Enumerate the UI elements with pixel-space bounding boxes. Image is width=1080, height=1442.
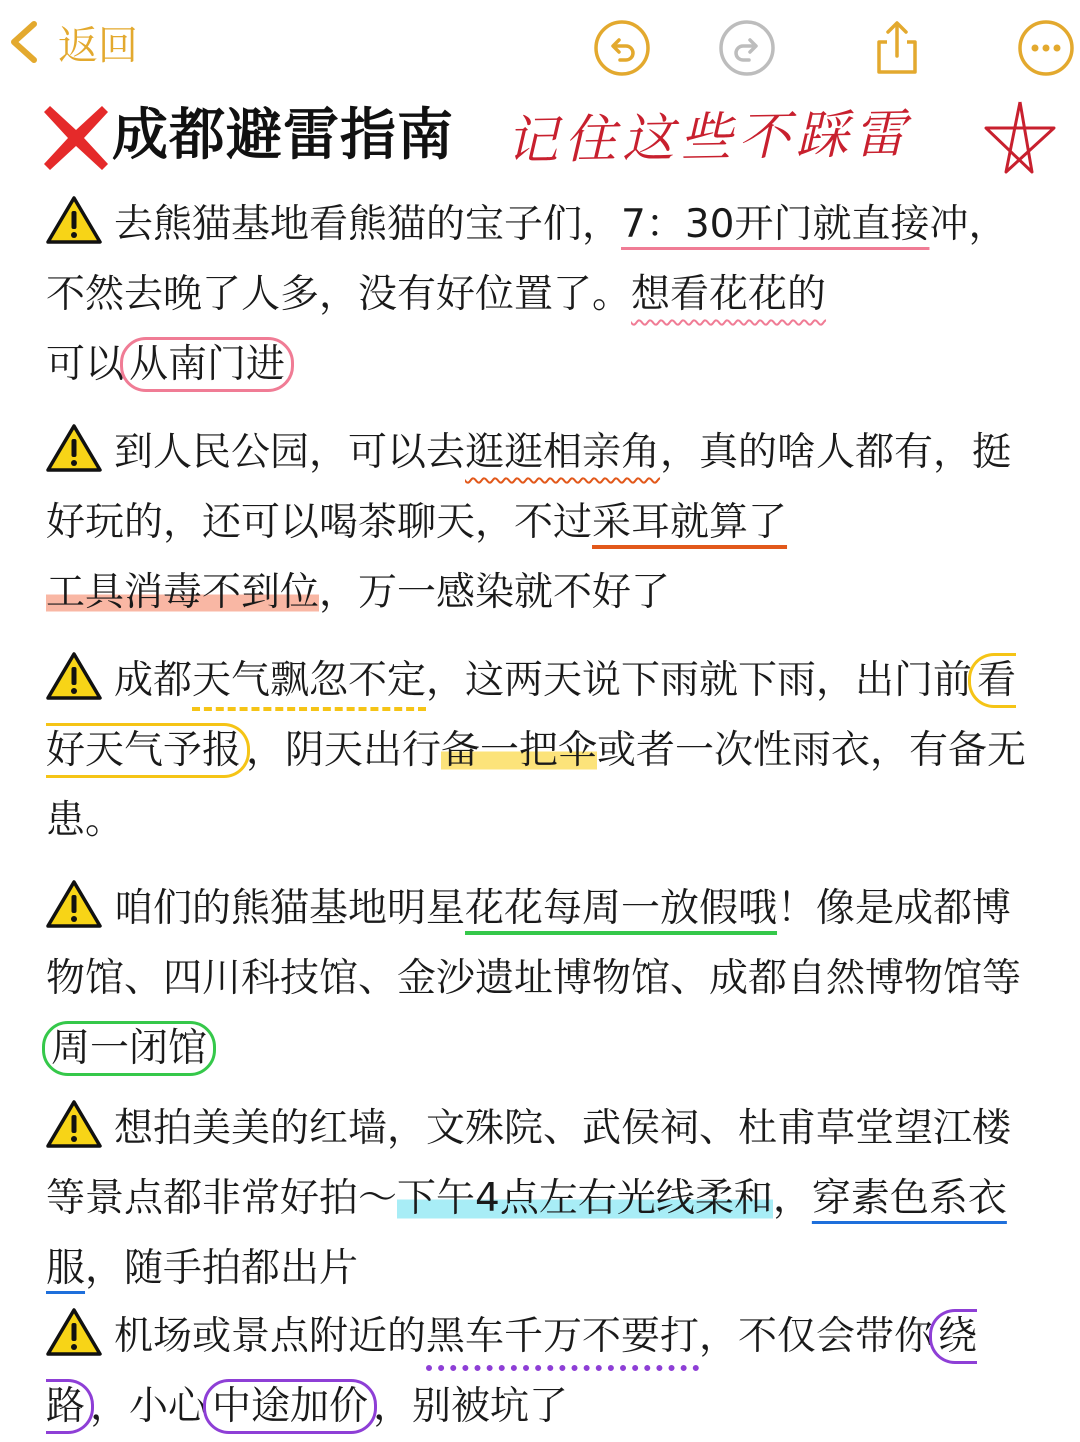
- title-row: [40, 96, 1050, 182]
- tip-text: [46, 1302, 1036, 1442]
- tip-text: [46, 646, 1036, 856]
- highlight-umbrella: 备一把伞: [441, 728, 598, 773]
- red-cross-icon: [40, 102, 112, 174]
- highlight-huahua: 想看花花的: [631, 272, 827, 317]
- highlight-huahua-monday: 花花每周一放假哦: [465, 886, 778, 931]
- undo-button[interactable]: [592, 18, 652, 78]
- tip-text-segment: ，这两天说下雨就下雨，出门前: [426, 658, 973, 703]
- tip-text-segment: 机场或景点附近的: [114, 1314, 427, 1359]
- tip-text-segment: ！像是成都博物馆、四川科技馆、金沙遗址博物馆、成都自然博物馆等: [46, 886, 1022, 1001]
- highlight-disinfection: 工具消毒不到位: [46, 570, 320, 615]
- tip-text-segment: ，小心: [90, 1384, 208, 1429]
- redo-icon: [717, 18, 777, 78]
- tip-text-segment: 咱们的熊猫基地明星: [114, 886, 466, 931]
- circled-forecast: 看好天气予报: [46, 653, 1016, 778]
- tip-peoples-park: [46, 418, 1036, 628]
- page-title: 成都避雷指南: [112, 103, 454, 168]
- tip-text-segment: ，随手拍都出片: [85, 1246, 359, 1291]
- tip-monday-closure: [46, 874, 1036, 1084]
- circled-south-gate: 从南门进: [120, 337, 294, 392]
- tip-text-segment: ，: [772, 1176, 812, 1221]
- tip-text-segment: 成都: [114, 658, 193, 703]
- more-icon: [1016, 18, 1076, 78]
- highlight-ear-cleaning: 采耳就算了: [592, 500, 788, 545]
- toolbar: [0, 0, 1080, 90]
- highlight-black-cab: 黑车千万不要打: [426, 1314, 700, 1359]
- star-icon: [982, 98, 1058, 178]
- tip-text: [46, 874, 1036, 1084]
- tip-text-segment: ，阴天出行: [246, 728, 442, 773]
- back-label: 返回: [58, 22, 138, 69]
- redo-button[interactable]: [717, 18, 777, 78]
- highlight-opening-time: 7：30开门就直接: [621, 202, 930, 247]
- tip-text: [46, 190, 1036, 400]
- tip-illegal-taxi: [46, 1302, 1036, 1442]
- highlight-weather: 天气飘忽不定: [192, 658, 427, 703]
- share-icon: [867, 18, 927, 78]
- share-button[interactable]: [867, 18, 927, 78]
- tip-text-segment: ，万一感染就不好了: [319, 570, 671, 615]
- highlight-plain-clothes: 穿素色系衣服: [46, 1176, 1007, 1291]
- warning-icon: [46, 1307, 102, 1357]
- tip-text-segment: 到人民公园，可以去: [114, 430, 466, 475]
- circled-detour: 绕路: [46, 1309, 977, 1434]
- warning-icon: [46, 651, 102, 701]
- tip-red-wall-photos: [46, 1094, 1036, 1304]
- undo-icon: [592, 18, 652, 78]
- handwritten-subtitle: 记住这些不踩雷: [505, 104, 913, 172]
- warning-icon: [46, 879, 102, 929]
- tip-text-segment: 去熊猫基地看熊猫的宝子们，: [114, 202, 622, 247]
- tip-text-segment: 冲，不然去晚了人多，没有好位置了。: [46, 202, 1008, 317]
- circled-monday-closed: 周一闭馆: [42, 1021, 216, 1076]
- tip-text: [46, 418, 1036, 628]
- tip-text-segment: ，不仅会带你: [699, 1314, 934, 1359]
- tip-text-segment: 或者一次性雨衣，有备无患。: [46, 728, 1027, 843]
- highlight-matchmaking-corner: 逛逛相亲角: [465, 430, 661, 475]
- tip-text-segment: 想拍美美的红墙，文殊院、武侯祠、杜甫草堂望江楼等景点都非常好拍～: [46, 1106, 1012, 1221]
- chevron-left-icon: [6, 20, 42, 64]
- warning-icon: [46, 1099, 102, 1149]
- tip-text-segment: ，真的啥人都有，挺好玩的，还可以喝茶聊天，不过: [46, 430, 1012, 545]
- tip-text-segment: ，别被坑了: [373, 1384, 569, 1429]
- circled-price-hike: 中途加价: [203, 1379, 377, 1434]
- tip-text: [46, 1094, 1036, 1304]
- warning-icon: [46, 423, 102, 473]
- back-button[interactable]: [6, 14, 138, 70]
- more-button[interactable]: [1016, 18, 1076, 78]
- highlight-afternoon-light: 下午4点左右光线柔和: [397, 1176, 773, 1221]
- warning-icon: [46, 195, 102, 245]
- tip-panda-base: [46, 190, 1036, 400]
- tip-text-segment: 可以: [46, 342, 125, 387]
- tip-weather: [46, 646, 1036, 856]
